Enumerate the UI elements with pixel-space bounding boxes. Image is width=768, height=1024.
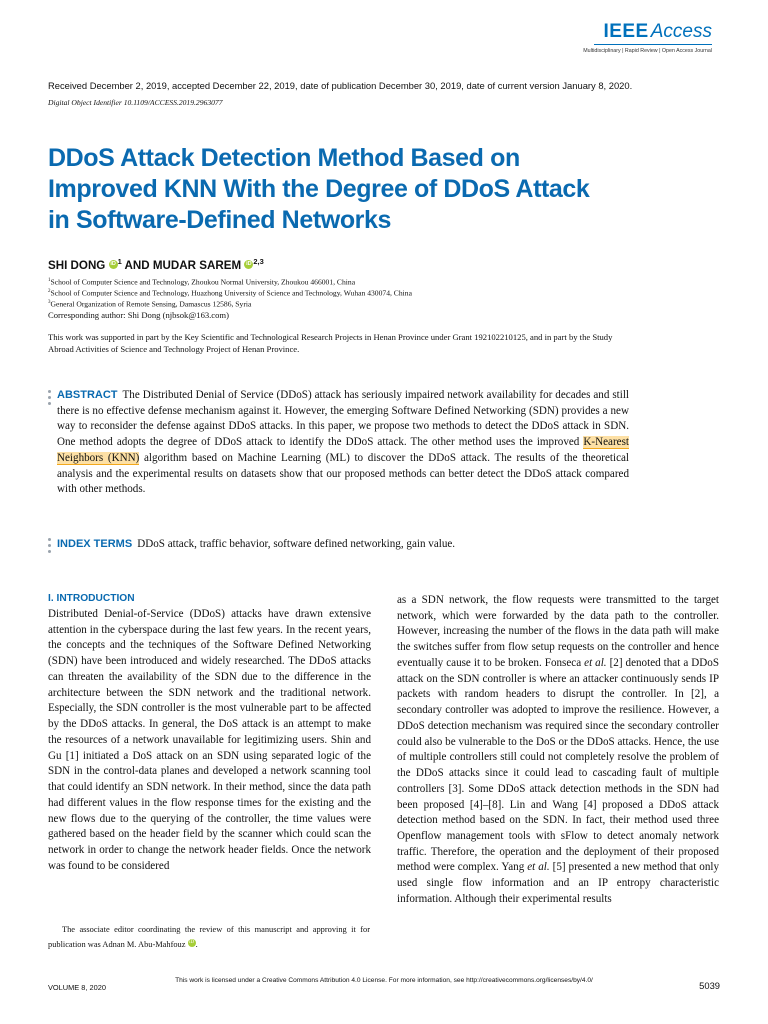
index-terms-label: INDEX TERMS — [57, 538, 133, 550]
orcid-icon[interactable]: iD — [110, 260, 116, 267]
left-column — [48, 593, 371, 874]
affiliations — [48, 276, 412, 309]
body-paragraph: Distributed Denial-of-Service (DDoS) attacks have drawn extensive attention in the cyberspace during the last few years. In the recent years, the concepts and the techniques of the Software Defined Networking (SDN) have been introduced and widely researched. The DDoS attacks can threaten the availability of the SDN due to the difference in the architecture between the SDN network and the traditional network. Especially, the SDN controller is the most vulnerable part to be affected by the DDoS attacks. In general, the DoS attack is an attempt to make the resources of a network unavailable for legitimizing users. Shin and Gu [1] initiated a DoS attack on an SDN using separated logic of the SDN in the control-data planes and developed a network scanning tool that could identify an SDN network. In their method, since the data path had different values in the flow response times for the existing and the new flows due to the querying of the controller, the time values were gathered based on the header field by the scanner which could scan the network in order to change the network header fields. Once the network was found to be considered — [48, 608, 371, 872]
affiliation: $^1$School of Computer Science and Technology, Zhoukou Normal University, Zhoukou 466001, China — [48, 277, 356, 287]
logo-divider — [594, 44, 712, 45]
doi: Digital Object Identifier 10.1109/ACCESS.2019.2963077 — [48, 98, 223, 107]
author-name: SHI DONG — [48, 258, 106, 272]
journal-name-ieee: IEEE — [603, 21, 649, 42]
journal-logo — [583, 22, 712, 54]
journal-name-access: Access — [650, 21, 712, 42]
page-number: 5039 — [699, 980, 720, 991]
paper-title: DDoS Attack Detection Method Based on Improved KNN With the Degree of DDoS Attack in Software-Defined Networks — [48, 144, 590, 234]
affiliation: $^2$School of Computer Science and Technology, Huazhong University of Science and Technology, Wuhan 430074, China — [48, 288, 412, 298]
index-terms-text: DDoS attack, traffic behavior, software defined networking, gain value. — [137, 538, 456, 550]
received-dates: Received December 2, 2019, accepted December 22, 2019, date of publication December 30, 2019, date of current version January 8, 2020. — [48, 80, 633, 91]
editor-footnote: The associate editor coordinating the review of this manuscript and approving it for publication was Adnan M. Abu-Mahfouz iD . — [48, 925, 370, 949]
license-notice: This work is licensed under a Creative Commons Attribution 4.0 License. For more information, see http://creativecommons.org/licenses/by/4.0/ — [175, 977, 593, 984]
author-affiliation-sup: 2,3 — [253, 257, 264, 266]
affiliation: $^3$General Organization of Remote Sensing, Damascus 12586, Syria — [48, 299, 252, 309]
abstract-marker-icon — [48, 390, 52, 408]
index-terms — [57, 537, 617, 552]
orcid-icon[interactable]: iD — [246, 260, 252, 267]
right-column — [397, 593, 719, 908]
body-paragraph: as a SDN network, the flow requests were transmitted to the target network, which were forwarded by the data path to the controller. However, increasing the number of the flows in the data path will make the switches suffer from flow setup requests on the controller and hence eventually cause it to be broken. Fonseca et al. [2] denoted that a DDoS attack on the SDN controller is where an attacker continuously sends IP packets with random headers to disrupt the controller. In [2], a secondary controller was adopted to improve the resilience. However, a DDoS detection mechanism was required since the secondary controller could also be vulnerable to the DoS or the DDoS attacks. Hence, the use of multiple controllers still could not completely resolve the problem of the DDoS attacks since it could lead to cascading fault of multiple controllers [3]. Some DDoS attack detection methods in the SDN had been proposed [4]–[8]. Lin and Wang [4] proposed a DDoS attack detection method based on the SDN. In fact, their method used three Openflow management tools with sFlow to detect anomaly network traffic. Therefore, the operation and the deployment of their proposed method were complex. Yang et al. [5] presented a new method that only used single flow information and an IP entropy characteristic information. Although their experimental results — [397, 594, 719, 905]
corresponding-author: Corresponding author: Shi Dong (njbsok@163.com) — [48, 310, 229, 320]
author-list — [48, 257, 264, 272]
abstract — [57, 388, 629, 498]
funding-note: This work was supported in part by the Key Scientific and Technological Research Projects in Henan Province under Grant 192102210125, and in part by the Study Abroad Activities of Science and Technology Project of Henan Province. — [48, 332, 613, 354]
volume-label: VOLUME 8, 2020 — [48, 983, 106, 992]
orcid-icon[interactable]: iD — [189, 940, 195, 945]
abstract-text: The Distributed Denial of Service (DDoS) attack has seriously impaired network availability for decades and still there is no effective defense mechanism against it. However, the emerging Software Defined Networking (SDN) provides a new way to reconsider the defense against DDoS attacks. In this paper, we propose two methods to detect the DDoS attack in SDN. One method adopts the degree of DDoS attack to identify the DDoS attack. The other method uses the improved — [57, 389, 629, 449]
index-terms-marker-icon — [48, 538, 52, 556]
highlighted-text[interactable]: K-Nearest Neighbors (KNN) — [57, 436, 629, 464]
author-name: AND MUDAR SAREM — [121, 258, 242, 272]
abstract-text: algorithm based on Machine Learning (ML) to discover the DDoS attack. The results of the theoretical analysis and the experimental results on datasets show that our proposed methods can better detect the DDoS attack compared with other methods. — [57, 451, 629, 496]
footnote-text: The associate editor coordinating the review of this manuscript and approving it for publication was Adnan M. Abu-Mahfouz — [48, 925, 370, 949]
abstract-label: ABSTRACT — [57, 389, 118, 401]
journal-tagline: Multidisciplinary | Rapid Review | Open Access Journal — [583, 48, 712, 54]
author-affiliation-sup: 1 — [117, 257, 122, 266]
section-heading: I. INTRODUCTION — [48, 593, 135, 604]
